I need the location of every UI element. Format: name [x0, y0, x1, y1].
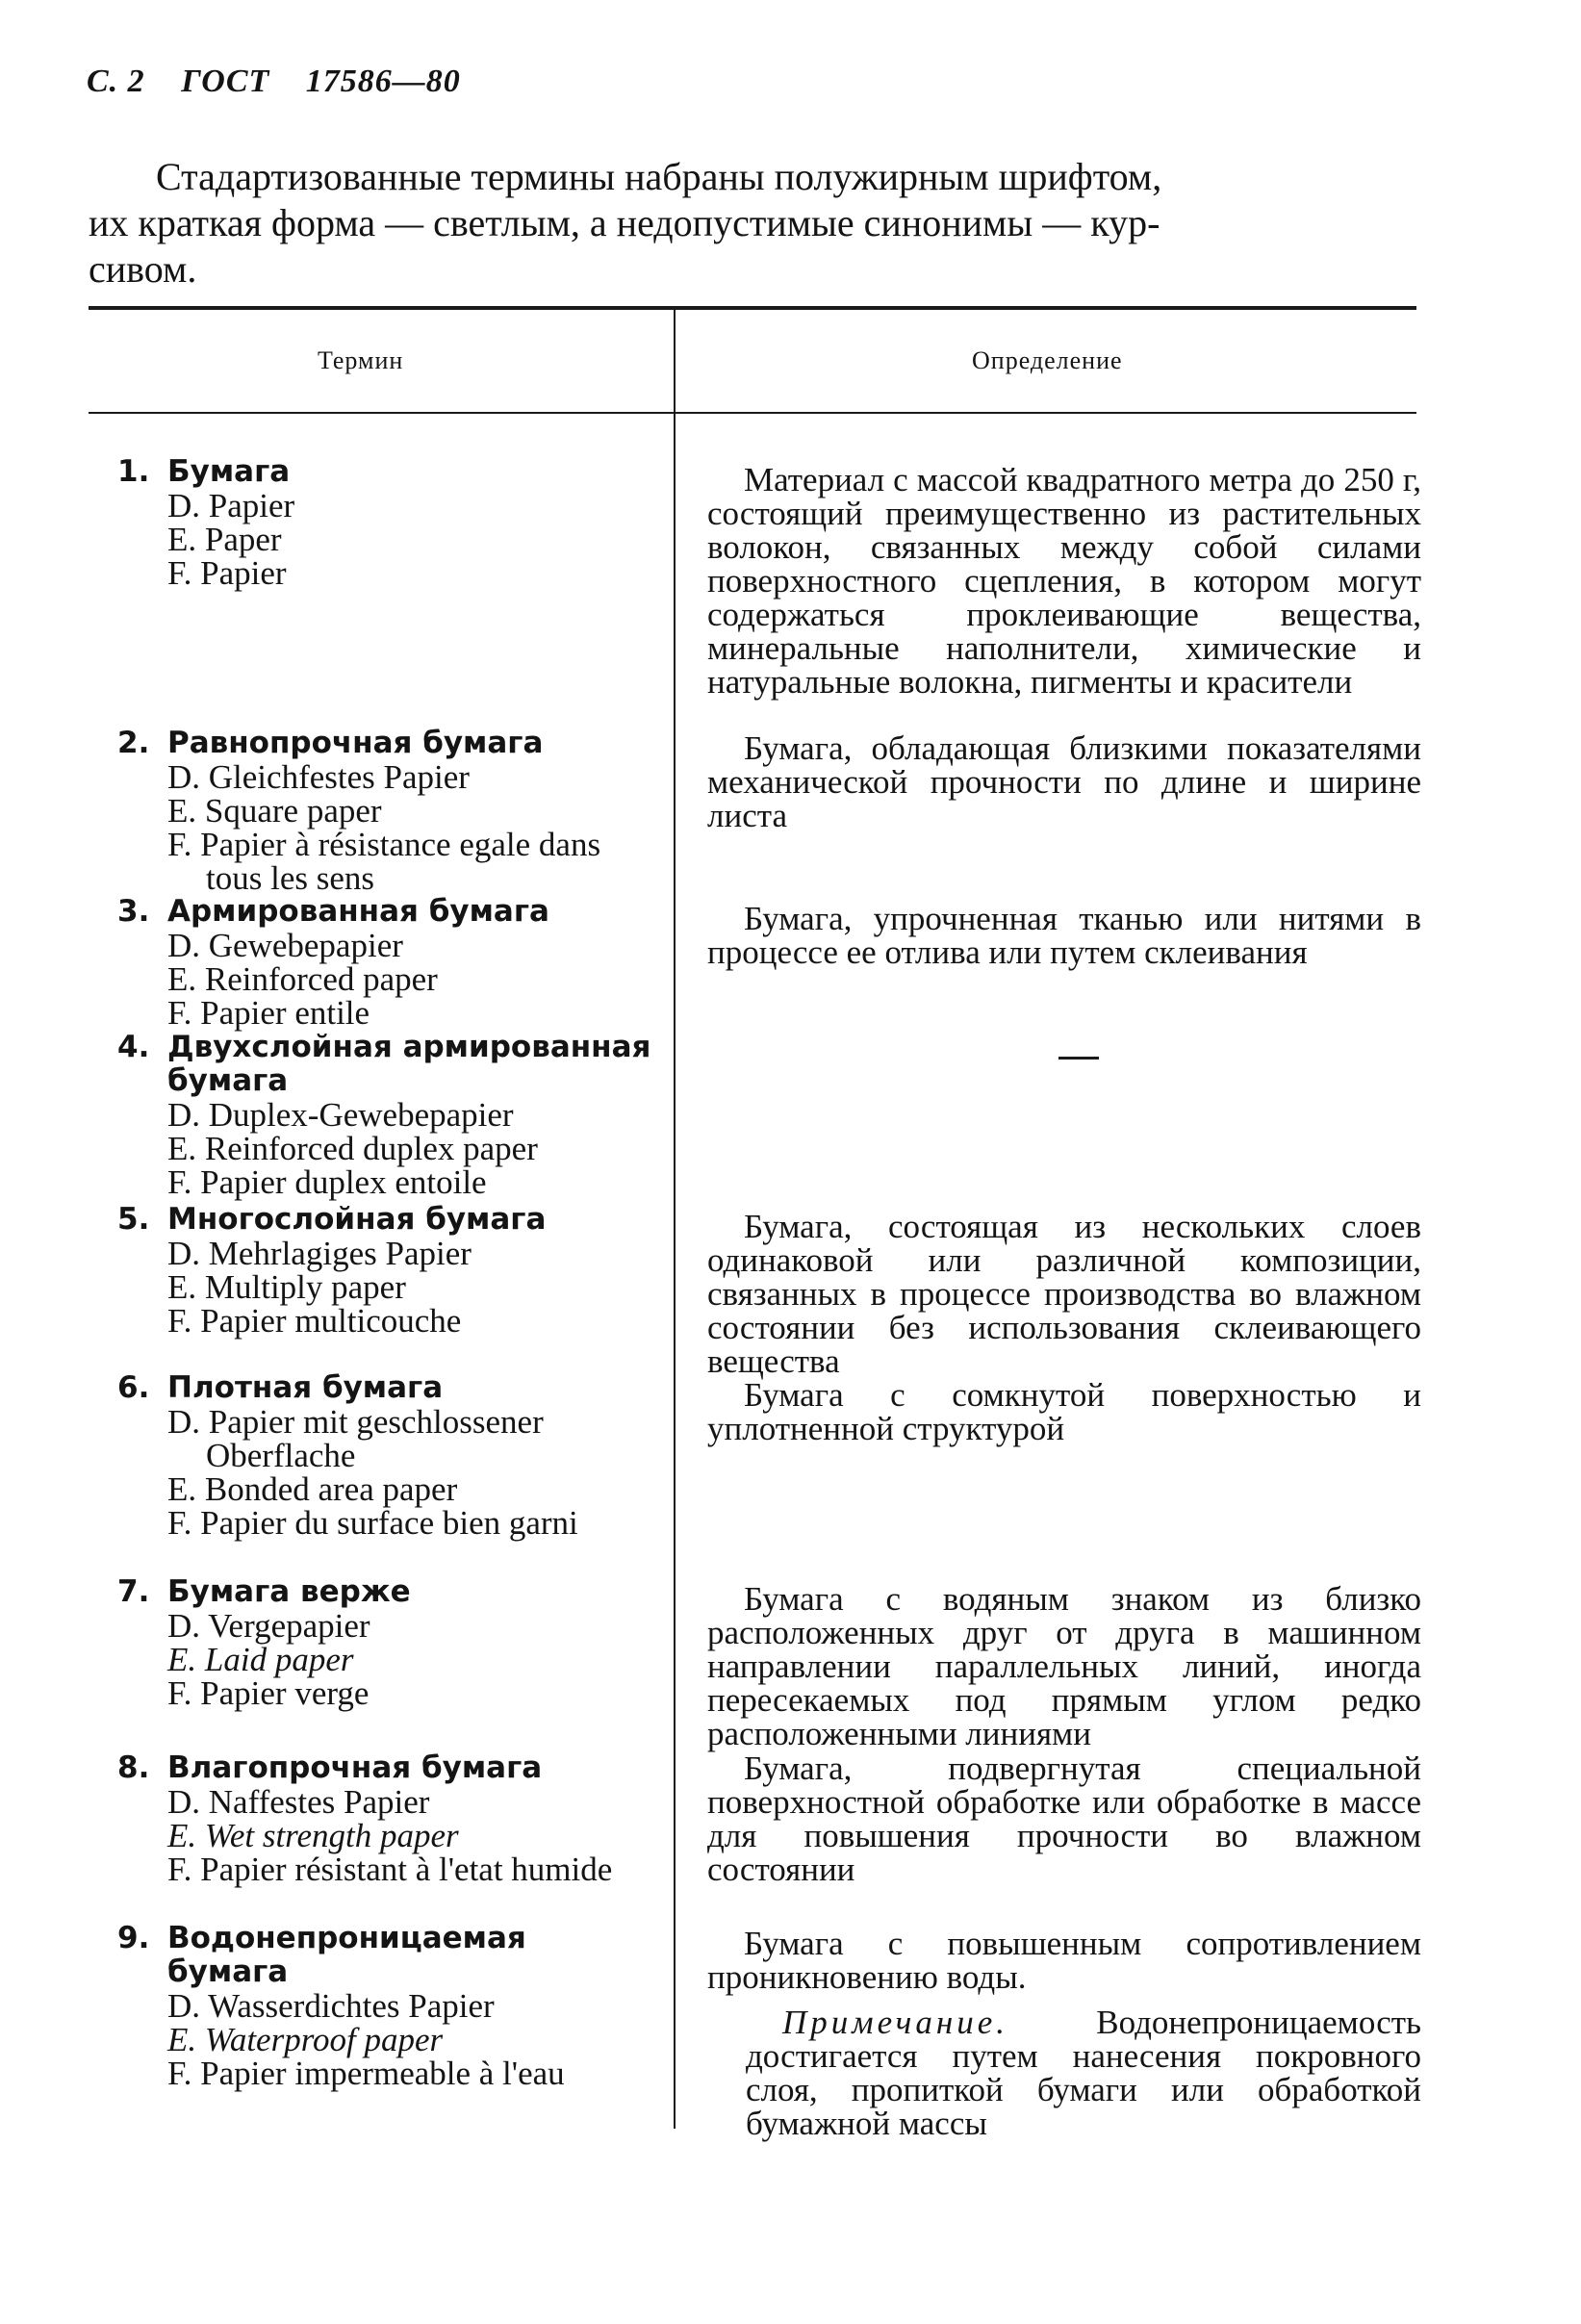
intro-line: их краткая форма — светлым, а недопустимые синонимы — кур- — [89, 201, 1160, 244]
definition-6: Бумага с сомкнутой поверхностью и уплотненной структурой — [707, 1376, 1421, 1447]
definition-9-text: Бумага с повышенным сопротивлением проникновению воды. — [707, 1925, 1421, 1996]
term-title: 3. Армированная бумага — [117, 894, 549, 929]
term-german: D. Wasserdichtes Papier — [167, 1987, 495, 2025]
term-entry-3 — [117, 895, 656, 1030]
intro-line: сивом. — [89, 247, 197, 291]
term-entry-5 — [117, 1203, 656, 1338]
term-title: 6. Плотная бумага — [117, 1370, 444, 1405]
term-french: F. Papier résistant à l'etat humide — [167, 1851, 613, 1888]
term-entry-7 — [117, 1575, 656, 1710]
term-german: D. Duplex-Gewebepapier — [167, 1096, 514, 1134]
definition-7: Бумага с водяным знаком из близко расположенных друг от друга в машинном направлении параллельных линий, иногда пересекаемых под прямым углом редко расположенными линиями — [707, 1580, 1421, 1752]
page-header — [87, 64, 488, 100]
term-number: 9. — [117, 1921, 150, 1955]
term-english: E. Square paper — [167, 792, 382, 830]
column-header-term: Термин — [318, 346, 404, 374]
term-french: F. Papier à résistance egale dans tous les sens — [167, 826, 601, 897]
term-english: E. Bonded area paper — [167, 1470, 458, 1508]
note-label: Примечание. — [782, 2004, 1009, 2041]
intro-paragraph — [89, 154, 1416, 293]
term-title: 2. Равнопрочная бумага — [117, 726, 544, 760]
note-text: Водонепроницаемость достигается путем нанесения покровного слоя, пропиткой бумаги или обработкой бумажной массы — [746, 2004, 1421, 2142]
term-number: 3. — [117, 894, 150, 929]
term-number: 2. — [117, 726, 150, 760]
term-entry-2 — [117, 727, 656, 895]
term-entry-6 — [117, 1371, 656, 1540]
term-title: 5. Многослойная бумага — [117, 1202, 547, 1237]
term-number: 1. — [117, 454, 150, 489]
term-english: E. Reinforced duplex paper — [167, 1130, 538, 1167]
term-entry-9 — [117, 1922, 656, 2090]
term-title: 4. Двухслойная армированная бумага — [117, 1030, 651, 1098]
term-entry-4 — [117, 1031, 656, 1199]
term-title: 9. Водонепроницаемая бумага — [117, 1921, 526, 1989]
page-number: С. 2 — [87, 64, 145, 99]
term-french: F. Papier verge — [167, 1674, 370, 1712]
term-title: 7. Бумага верже — [117, 1574, 411, 1609]
term-entry-8 — [117, 1751, 656, 1886]
table-top-rule — [89, 306, 1416, 310]
standard-number: 17586—80 — [305, 64, 461, 99]
term-french: F. Papier du surface bien garni — [167, 1504, 578, 1542]
term-number: 6. — [117, 1370, 150, 1405]
term-entry-1 — [117, 455, 656, 590]
term-german: D. Mehrlagiges Papier — [167, 1235, 472, 1272]
term-german: D. Papier — [167, 487, 295, 524]
term-title: 1. Бумага — [117, 454, 291, 489]
definition-2: Бумага, обладающая близкими показателями механической прочности по длине и ширине листа — [707, 729, 1421, 834]
definition-5: Бумага, состоящая из нескольких слоев одинаковой или различной композиции, связанных в процессе производства во влажном состоянии без использования склеивающего вещества — [707, 1208, 1421, 1380]
term-english: E. Reinforced paper — [167, 960, 438, 998]
term-german: D. Naffestes Papier — [167, 1783, 430, 1821]
term-english: E. Laid paper — [167, 1641, 354, 1678]
term-number: 7. — [117, 1574, 150, 1609]
term-english: E. Waterproof paper — [167, 2021, 444, 2058]
term-german: D. Gewebepapier — [167, 927, 403, 964]
definition-3: Бумага, упрочненная тканью или нитями в процессе ее отлива или путем склеивания — [707, 900, 1421, 971]
column-divider — [674, 310, 676, 2129]
definition-4-dash — [1058, 1057, 1099, 1060]
term-german: D. Papier mit geschlossener Oberflache — [167, 1403, 544, 1474]
term-german: D. Gleichfestes Papier — [167, 758, 470, 796]
term-french: F. Papier multicouche — [167, 1302, 462, 1340]
definition-9-note — [707, 2005, 1421, 2140]
term-french: F. Papier — [167, 554, 287, 592]
term-french: F. Papier impermeable à l'eau — [167, 2055, 565, 2092]
intro-line: Стадартизованные термины набраны полужирным шрифтом, — [156, 155, 1162, 198]
definition-1: Материал с массой квадратного метра до 250 г, состоящий преимущественно из растительных волокон, связанных между собой силами поверхностного сцепления, в котором могут содержаться проклеивающие вещества, минеральные наполнители, химические и натуральные волокна, пигменты и красители — [707, 461, 1421, 701]
term-french: F. Papier entile — [167, 994, 370, 1032]
definition-9 — [707, 1927, 1421, 2140]
term-french: F. Papier duplex entoile — [167, 1163, 487, 1201]
term-english: E. Wet strength paper — [167, 1817, 459, 1854]
table-header-rule — [89, 412, 1416, 414]
standard-name: ГОСТ — [181, 64, 270, 99]
term-title: 8. Влагопрочная бумага — [117, 1750, 543, 1785]
term-number: 4. — [117, 1030, 150, 1064]
term-number: 8. — [117, 1750, 150, 1785]
column-header-definition: Определение — [972, 346, 1123, 374]
term-german: D. Vergepapier — [167, 1607, 370, 1645]
definition-8: Бумага, подвергнутая специальной поверхностной обработке или обработке в массе для повышения прочности во влажном состоянии — [707, 1749, 1421, 1888]
term-english: E. Multiply paper — [167, 1268, 406, 1306]
term-english: E. Paper — [167, 521, 282, 558]
term-number: 5. — [117, 1202, 150, 1237]
